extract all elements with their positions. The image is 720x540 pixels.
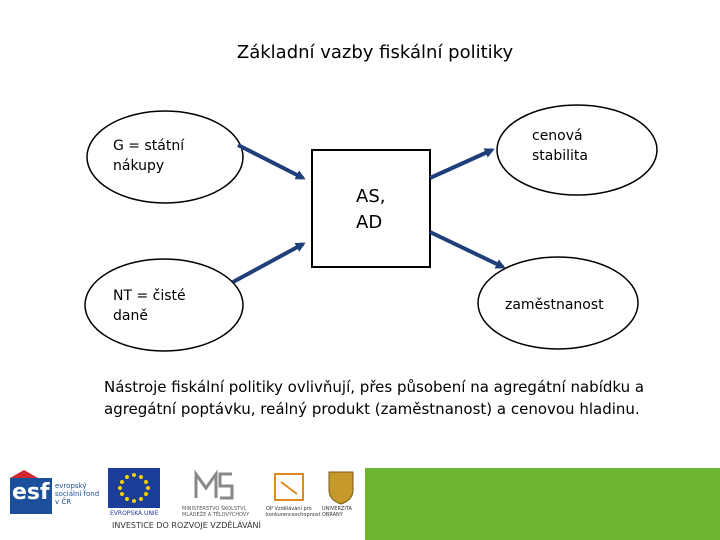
msmt-logo bbox=[182, 468, 257, 520]
cenova-node-label: cenová stabilita bbox=[532, 128, 588, 164]
op-logo-label: OP Vzdělávání pro konkurenceschopnost bbox=[266, 506, 321, 518]
msmt-logo-label: MINISTERSTVO ŠKOLSTVÍ, MLÁDEŽE A TĚLOVÝCHOVY bbox=[182, 506, 250, 518]
zamest-node-label: zaměstnanost bbox=[505, 297, 604, 313]
center-label-as: AS, bbox=[356, 186, 386, 207]
green-footer-bar bbox=[365, 468, 720, 540]
esf-logo-subtext: evropský sociální fond v ČR bbox=[55, 482, 100, 506]
caption-text: Nástroje fiskální politiky ovlivňují, přes působení na agregátní nabídku a agregátní poptávku, reálný produkt (zaměstnanost) a cenovou hladinu. bbox=[104, 378, 645, 418]
g-node-label: G = státní nákupy bbox=[113, 138, 185, 174]
univ-logo bbox=[322, 468, 360, 520]
arrow-nt-to-center bbox=[233, 244, 303, 282]
eu-logo bbox=[108, 468, 168, 520]
univ-logo-label: UNIVERZITA OBRANY bbox=[322, 506, 352, 518]
center-label-ad: AD bbox=[356, 212, 383, 233]
eu-flag-icon bbox=[108, 468, 160, 508]
esf-logo bbox=[10, 470, 105, 520]
esf-logo-text: esf bbox=[12, 480, 50, 505]
investice-tagline: INVESTICE DO ROZVOJE VZDĚLÁVÁNÍ bbox=[112, 521, 261, 530]
msmt-logo-mark bbox=[192, 468, 242, 506]
eu-logo-label: EVROPSKÁ UNIE bbox=[110, 510, 159, 517]
arrow-g-to-center bbox=[238, 145, 303, 178]
op-logo bbox=[266, 468, 321, 520]
nt-node-label: NT = čisté daně bbox=[113, 288, 186, 324]
arrow-center-to-zamest bbox=[430, 232, 503, 267]
shield-icon bbox=[326, 468, 356, 506]
diagram-title: Základní vazby fiskální politiky bbox=[236, 42, 514, 63]
arrow-center-to-cenova bbox=[430, 150, 492, 178]
op-logo-mark bbox=[271, 468, 311, 506]
